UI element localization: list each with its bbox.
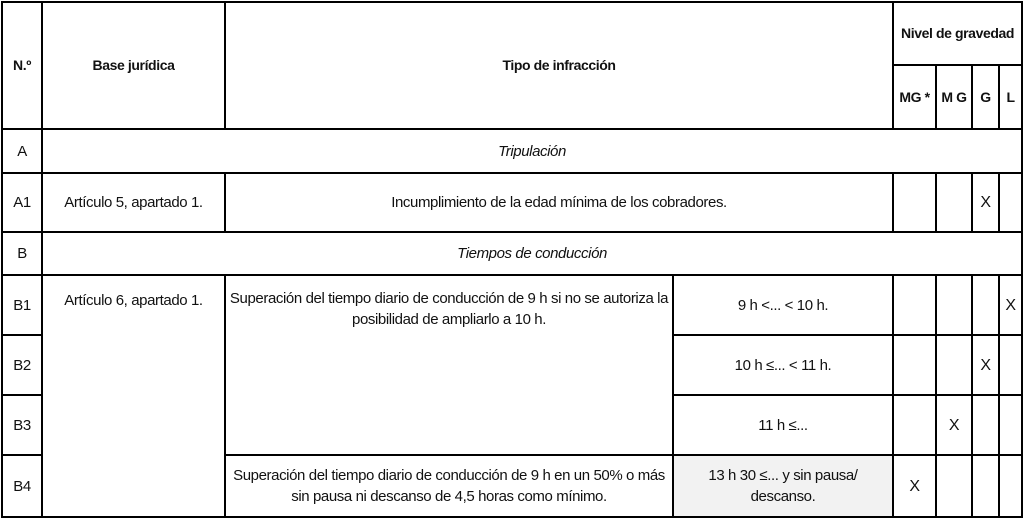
row-description: Superación del tiempo diario de conducción de 9 h si no se autoriza la posibilidad de ampliarlo a 10 h. — [225, 275, 673, 455]
section-code: B — [2, 232, 42, 275]
row-code: B3 — [2, 395, 42, 455]
section-title: Tiempos de conducción — [42, 232, 1022, 275]
cell-g — [972, 395, 999, 455]
cell-l — [999, 395, 1022, 455]
cell-g: X — [972, 173, 999, 232]
row-description: Incumplimiento de la edad mínima de los cobradores. — [225, 173, 893, 232]
section-code: A — [2, 129, 42, 173]
row-range: 10 h ≤... < 11 h. — [673, 335, 893, 395]
header-g: G — [972, 65, 999, 129]
cell-mg — [936, 173, 972, 232]
cell-g — [972, 275, 999, 335]
header-mg: M G — [936, 65, 972, 129]
header-mg-star: MG * — [893, 65, 936, 129]
cell-mg-star — [893, 395, 936, 455]
cell-mg-star — [893, 335, 936, 395]
row-code: B1 — [2, 275, 42, 335]
cell-mg-star — [893, 275, 936, 335]
row-range: 11 h ≤... — [673, 395, 893, 455]
row-range: 9 h <... < 10 h. — [673, 275, 893, 335]
header-l: L — [999, 65, 1022, 129]
cell-mg-star: X — [893, 455, 936, 517]
row-legal-basis: Artículo 6, apartado 1. — [42, 275, 225, 517]
infractions-table — [1, 1, 1023, 518]
section-title: Tripulación — [42, 129, 1022, 173]
cell-mg — [936, 335, 972, 395]
row-range: 13 h 30 ≤... y sin pausa/ descanso. — [673, 455, 893, 517]
row-description: Superación del tiempo diario de conducción de 9 h en un 50% o más sin pausa ni descanso de 4,5 horas como mínimo. — [225, 455, 673, 517]
cell-l — [999, 173, 1022, 232]
header-number: N.º — [2, 2, 42, 129]
cell-l — [999, 455, 1022, 517]
row-code: B4 — [2, 455, 42, 517]
cell-l — [999, 335, 1022, 395]
row-legal-basis: Artículo 5, apartado 1. — [42, 173, 225, 232]
cell-mg — [936, 275, 972, 335]
cell-mg — [936, 455, 972, 517]
cell-mg-star — [893, 173, 936, 232]
header-infraction-type: Tipo de infracción — [225, 2, 893, 129]
cell-l: X — [999, 275, 1022, 335]
row-code: B2 — [2, 335, 42, 395]
cell-g: X — [972, 335, 999, 395]
row-code: A1 — [2, 173, 42, 232]
cell-mg: X — [936, 395, 972, 455]
cell-g — [972, 455, 999, 517]
header-legal-basis: Base jurídica — [42, 2, 225, 129]
header-severity-level: Nivel de gravedad — [893, 2, 1022, 65]
